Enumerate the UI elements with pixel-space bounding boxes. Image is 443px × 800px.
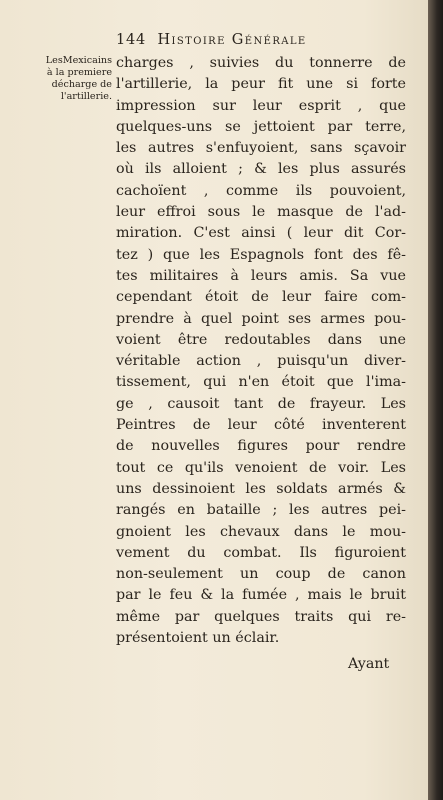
text-line: tissement, qui n'en étoit que l'ima- (116, 374, 406, 391)
text-line: voient être redoutables dans une (116, 331, 406, 348)
text-line: de nouvelles figures pour rendre (116, 438, 406, 455)
text-line: uns dessinoient les soldats armés & (116, 480, 406, 497)
margin-note-line: décharge de (51, 79, 112, 90)
text-line: ge , causoit tant de frayeur. Les (116, 395, 406, 412)
text-line: charges , suivies du tonnerre de (116, 55, 406, 71)
text-line: cependant étoit de leur faire com- (116, 289, 406, 306)
text-line: miration. C'est ainsi ( leur dit Cor- (116, 225, 406, 242)
text-line: impression sur leur esprit , que (116, 97, 406, 114)
text-line: tes militaires à leurs amis. Sa vue (116, 267, 406, 284)
catchword: Ayant (348, 656, 390, 672)
page-edge-shadow (428, 0, 443, 800)
margin-note-line: à la premiere (46, 67, 112, 78)
text-line: tout ce qu'ils venoient de voir. Les (116, 459, 406, 476)
text-line: où ils alloient ; & les plus assurés (116, 161, 406, 178)
text-line: rangés en bataille ; les autres pei- (116, 502, 406, 519)
text-line: véritable action , puisqu'un diver- (116, 353, 406, 370)
text-line: présentoient un éclair. (116, 630, 280, 647)
margin-note (22, 55, 112, 103)
text-line: quelques-uns se jettoient par terre, (116, 118, 406, 135)
text-line: prendre à quel point ses armes pou- (116, 310, 406, 327)
text-line: l'artillerie, la peur fit une si forte (116, 76, 406, 93)
text-line: cachoïent , comme ils pouvoient, (116, 182, 406, 199)
text-line: gnoient les chevaux dans le mou- (116, 523, 406, 540)
margin-note-line: LesMexicains (45, 55, 112, 66)
text-line: leur effroi sous le masque de l'ad- (116, 204, 406, 221)
text-line: tez ) que les Espagnols font des fê- (116, 246, 406, 263)
body-text (116, 53, 406, 649)
text-line: non-seulement un coup de canon (116, 566, 406, 583)
text-line: Peintres de leur côté inventerent (116, 417, 406, 434)
page-number: 144 (116, 32, 147, 48)
running-title: Histoire Générale (157, 32, 307, 48)
margin-note-line: l'artillerie. (60, 91, 112, 102)
text-line: par le feu & la fumée , mais le bruit (116, 587, 406, 604)
running-header (116, 32, 307, 48)
text-line: même par quelques traits qui re- (116, 608, 406, 625)
text-line: les autres s'enfuyoient, sans sçavoir (116, 140, 406, 157)
text-line: vement du combat. Ils figuroient (116, 544, 406, 561)
